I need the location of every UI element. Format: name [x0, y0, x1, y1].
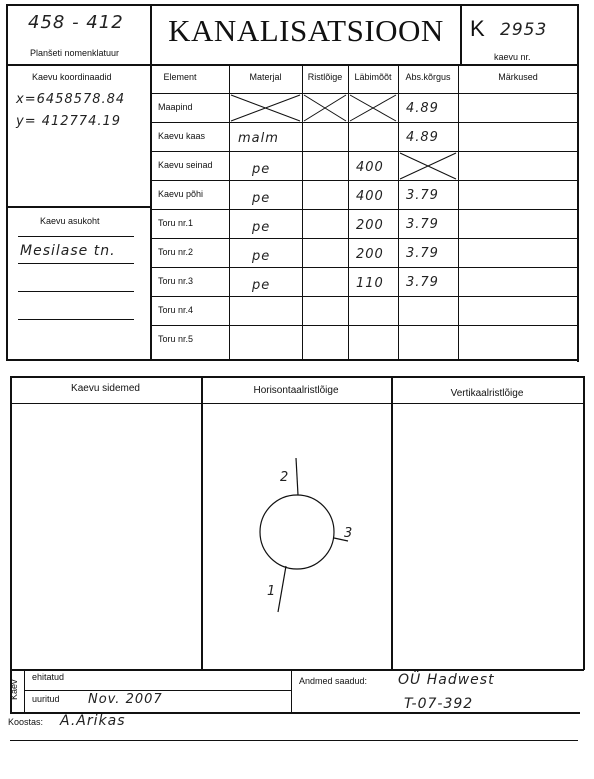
- row-label-toru-1: Toru nr.1: [158, 218, 194, 228]
- well-number: 2953: [500, 20, 548, 40]
- material-toru-2: pe: [252, 249, 271, 264]
- surveyed-label: uuritud: [32, 694, 60, 704]
- data-from-label: Andmed saadud:: [299, 676, 368, 686]
- author-value: A.Arikas: [60, 713, 126, 729]
- material-kaevu-seinad: pe: [252, 162, 271, 177]
- row-label-kaevu-pohi: Kaevu põhi: [158, 189, 204, 199]
- col-header-remarks: Märkused: [498, 72, 538, 82]
- material-kaevu-pohi: pe: [252, 191, 271, 206]
- diameter-toru-2: 200: [356, 247, 384, 262]
- author-label: Koostas:: [8, 717, 44, 727]
- pipe-label-1: 1: [267, 584, 277, 599]
- col-header-element: Element: [163, 72, 197, 82]
- pipe-label-2: 2: [280, 470, 290, 485]
- horizontal-title: Horisontaalristlõige: [253, 385, 339, 396]
- row-label-toru-3: Toru nr.3: [158, 276, 194, 286]
- row-label-maapind: Maapind: [158, 102, 193, 112]
- material-toru-1: pe: [252, 220, 271, 235]
- k-letter: K: [470, 16, 485, 41]
- abs-toru-1: 3.79: [406, 217, 439, 232]
- col-header-abs-height: Abs.kõrgus: [405, 72, 451, 82]
- data-from-ref: T-07-392: [404, 696, 474, 712]
- col-header-cross-section: Ristlõige: [307, 72, 343, 82]
- diameter-toru-3: 110: [356, 276, 384, 291]
- row-label-toru-2: Toru nr.2: [158, 247, 194, 257]
- coord-x: x=6458578.84: [16, 92, 126, 107]
- coord-title: Kaevu koordinaadid: [32, 72, 112, 82]
- row-label-kaevu-kaas: Kaevu kaas: [158, 131, 206, 141]
- location-title: Kaevu asukoht: [40, 216, 100, 226]
- pipe-1-line: [278, 566, 286, 612]
- abs-kaevu-pohi: 3.79: [406, 188, 439, 203]
- diameter-toru-1: 200: [356, 218, 384, 233]
- well-circle: [260, 495, 334, 569]
- material-kaevu-kaas: malm: [238, 131, 279, 146]
- row-label-toru-4: Toru nr.4: [158, 305, 194, 315]
- abs-kaevu-kaas: 4.89: [406, 130, 439, 145]
- diameter-kaevu-pohi: 400: [356, 189, 384, 204]
- abs-toru-2: 3.79: [406, 246, 439, 261]
- built-label: ehitatud: [32, 672, 65, 682]
- abs-toru-3: 3.79: [406, 275, 439, 290]
- vertical-title: Vertikaalristlõige: [450, 388, 524, 399]
- col-header-diameter: Läbimõõt: [354, 72, 392, 82]
- well-number-label: kaevu nr.: [494, 52, 531, 62]
- diameter-kaevu-seinad: 400: [356, 160, 384, 175]
- coord-y: y= 412774.19: [16, 114, 122, 129]
- plansheet-value: 458 - 412: [28, 12, 124, 33]
- data-from-company: OÜ Hadwest: [398, 672, 495, 688]
- col-header-material: Materjal: [249, 72, 282, 82]
- material-toru-3: pe: [252, 278, 271, 293]
- pipe-2-line: [296, 458, 298, 495]
- row-label-toru-5: Toru nr.5: [158, 334, 194, 344]
- abs-maapind: 4.89: [406, 101, 439, 116]
- kaev-side-label: Kaev: [9, 679, 19, 700]
- pipe-label-3: 3: [344, 526, 354, 541]
- location-value: Mesilase tn.: [20, 243, 116, 259]
- connections-title: Kaevu sidemed: [71, 383, 140, 394]
- page-title: KANALISATSIOON: [168, 13, 444, 48]
- surveyed-value: Nov. 2007: [88, 692, 163, 707]
- plansheet-label: Planšeti nomenklatuur: [30, 48, 120, 58]
- row-label-kaevu-seinad: Kaevu seinad: [158, 160, 213, 170]
